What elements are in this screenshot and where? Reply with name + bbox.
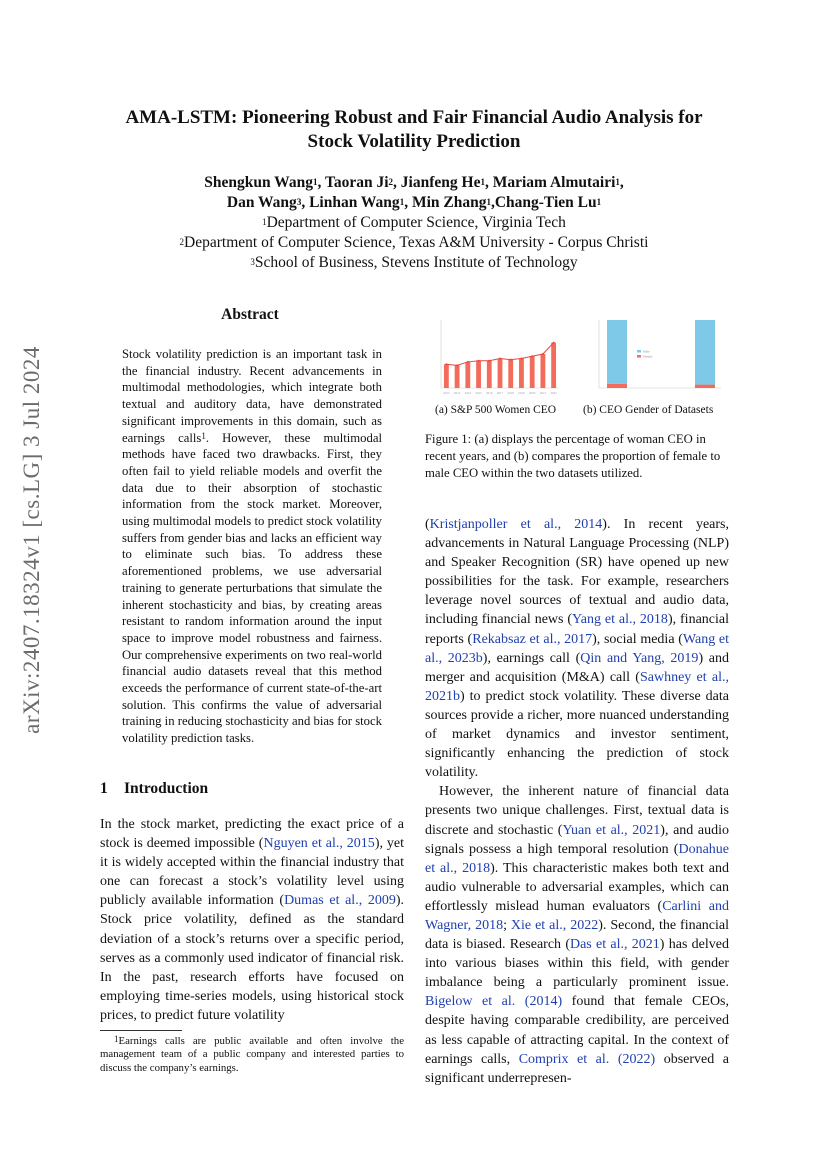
author-name: Taoran Ji (324, 174, 389, 191)
author-sup: 1 (615, 177, 620, 187)
paragraph-text: ), social media ( (592, 631, 683, 647)
affiliation-text: Department of Computer Science, Virginia Tech (266, 214, 566, 231)
author-name: Dan Wang (226, 194, 297, 211)
author-sup: 2 (388, 177, 394, 187)
affiliation-sup: 3 (250, 257, 255, 267)
citation-link[interactable]: Kristjanpoller et al., 2014 (429, 517, 603, 532)
paragraph-text: ), financial reports ( (425, 612, 729, 647)
citation-link[interactable]: Donahue et al., 2018 (425, 841, 729, 876)
title-line-2: Stock Volatility Prediction (307, 131, 521, 152)
data-point (553, 342, 555, 344)
citation-link[interactable]: Dumas et al., 2009 (284, 893, 396, 909)
data-point (520, 358, 522, 360)
arxiv-sidebar (10, 200, 54, 880)
footnote-text: Earnings calls are public available and often involve the management team of a public company and interested parties to discuss the company’s earnings. (100, 1035, 404, 1074)
citation-link[interactable]: Rekabsaz et al., 2017 (472, 631, 593, 647)
x-tick-label: 2014 (464, 391, 472, 395)
affiliation (100, 213, 728, 233)
paragraph-text: ). Second, the financial data is biased. Research ( (425, 917, 730, 953)
x-tick-label: 2012 (443, 391, 450, 395)
stacked-bar-segment (695, 320, 715, 385)
chart-ceo-gender (585, 312, 725, 404)
intro-paragraph (425, 515, 729, 782)
footnote (100, 1035, 404, 1075)
legend-swatch (637, 350, 641, 353)
paragraph-text: ) to predict stock volatility. These diverse data sources provide a richer, more nuanced understanding of market dynamics and investor sentiment, significantly enhancing the prediction of stock volatility. (425, 688, 729, 781)
author-sep: , (393, 174, 401, 191)
author-sup: 1 (480, 177, 485, 187)
author-name: Mariam Almutairi (492, 174, 616, 191)
subfigure-caption-a: (a) S&P 500 Women CEO (435, 404, 557, 416)
paper-title (100, 106, 728, 154)
arxiv-id: arXiv:2407.18324v1 [cs.LG] 3 Jul 2024 (19, 346, 44, 734)
paragraph-text: In the stock market, predicting the exact price of a stock is deemed impossible ( (100, 817, 404, 852)
author-name: Jianfeng He (400, 174, 481, 191)
citation-link[interactable]: Yang et al., 2018 (572, 612, 668, 628)
paragraph-text: ). This characteristic makes both text and audio vulnerable to adversarial examples, which can effortlessly mislead human evaluators ( (425, 860, 729, 914)
author-block (100, 173, 728, 273)
x-tick-label: 2015 (475, 391, 482, 395)
data-point (478, 360, 480, 362)
author-sep: , (317, 174, 325, 191)
footnote-rule (100, 1030, 182, 1031)
bar (476, 361, 481, 388)
stacked-bar-segment (607, 384, 627, 388)
data-point (531, 355, 533, 357)
figure-caption: Figure 1: (a) displays the percentage of woman CEO in recent years, and (b) compares the proportion of female to male CEO within the two datasets utilized. (425, 432, 721, 480)
paragraph-text: ). In recent years, advancements in Natural Language Processing (NLP) and Speaker Recognition (SR) have opened up new possibilities for the task. For example, researchers leverage novel sources of textual and audio data, including financial news ( (425, 517, 730, 628)
affiliation-text: School of Business, Stevens Institute of Technology (254, 254, 578, 271)
author-name: Min Zhang (411, 194, 487, 211)
paragraph-text: ), and audio signals possess a high temporal resolution ( (425, 822, 730, 857)
x-tick-label: 2017 (496, 391, 504, 395)
x-tick-label: 2016 (486, 391, 493, 395)
bar (465, 362, 470, 388)
legend-swatch (637, 355, 641, 358)
author-sep: , (404, 194, 412, 211)
affiliation (100, 253, 728, 273)
legend-label: Female (643, 354, 653, 359)
bar (498, 359, 503, 388)
author-sup: 3 (296, 197, 302, 207)
author-sep: , (619, 174, 624, 191)
section-heading (100, 780, 208, 798)
author-sup: 1 (312, 177, 318, 187)
data-point (510, 359, 512, 361)
affiliation (100, 233, 728, 253)
data-point (467, 361, 469, 363)
x-tick-label: 2018 (507, 391, 514, 395)
paragraph-text: ) has delved into various biases within this field, with gender imbalance being a particularly prominent issue. (425, 937, 729, 991)
x-tick-label: 2013 (453, 391, 461, 395)
intro-left-column (100, 815, 404, 1025)
author-name: Chang-Tien Lu (494, 194, 597, 211)
section-title: Introduction (124, 780, 209, 797)
abstract-text: . However, these multimodal methods have faced two drawbacks. First, they often fail to yield reliable models and overfit the data due to their absorption of stochastic information from the stock market. Moreover, using multimodal models to predict stock volatility suffers from gender bias and lacks an efficient way to eliminate such bias. To address these aforementioned problems, we use adversarial training to generate perturbations that simulate the inherent stochasticity and bias, by creating areas resistant to random information around the input space to improve model robustness and fairness. Our comprehensive experiments on two real-world financial audio datasets reveal that this method exceeds the performance of current state-of-the-art solution. This confirms the value of adversarial training in reducing stochasticity and bias for stock volatility prediction tasks. (122, 430, 383, 746)
intro-right-column (425, 515, 729, 1088)
author-sep: , (484, 174, 493, 191)
intro-paragraph (425, 782, 729, 1088)
bar (530, 356, 535, 388)
stacked-bar-segment (695, 385, 715, 388)
x-tick-label: 2019 (518, 391, 525, 395)
section-number: 1 (100, 780, 108, 797)
title-line-1: AMA-LSTM: Pioneering Robust and Fair Financial Audio Analysis for (125, 107, 703, 128)
abstract-heading: Abstract (221, 306, 279, 323)
paragraph-text: ), earnings call ( (482, 650, 581, 666)
bar (519, 359, 524, 388)
paragraph-text: ). Stock price volatility, defined as the standard deviation of a stock’s returns over a specific period, serves as a commonly used indicator of financial risk. In the past, research efforts have focused on employing time-series models, using historical stock prices, to predict future volatility (100, 893, 404, 1023)
affiliation-sup: 2 (179, 237, 185, 247)
author-name: Linhan Wang (309, 194, 400, 211)
footnote-mark: 1 (114, 1034, 119, 1044)
author-sup: 1 (486, 197, 491, 207)
bar (540, 354, 545, 388)
paragraph-text: ( (425, 517, 430, 532)
bar (551, 343, 556, 388)
author-sup: 1 (596, 197, 602, 207)
citation-link[interactable]: Bigelow et al. (2014) (425, 994, 563, 1010)
citation-link[interactable]: Carlini and Wagner, 2018 (425, 898, 729, 933)
x-tick-label: 2020 (528, 391, 536, 395)
author-line-1 (100, 173, 728, 193)
paragraph-text: ) and merger and acquisition (M&A) call ( (425, 650, 729, 685)
chart-women-ceo (425, 312, 565, 404)
abstract-text: Stock volatility prediction is an important task in the financial industry. Recent advancements in multimodal methodologies, which integrate both textual and auditory data, have demonstrated significant improvements in this domain, such as earnings calls (122, 347, 382, 445)
citation-link[interactable]: Comprix et al. (2022) (518, 1051, 656, 1067)
author-sep: , (301, 194, 310, 211)
data-point (499, 358, 501, 360)
bar (508, 360, 513, 388)
citation-link[interactable]: Nguyen et al., 2015 (263, 836, 375, 852)
x-tick-label: 2021 (539, 391, 547, 395)
affiliation-text: Department of Computer Science, Texas A&M University - Corpus Christi (184, 234, 649, 251)
bar (487, 361, 492, 388)
data-point (488, 360, 490, 362)
intro-paragraph (100, 815, 404, 1025)
subfigure-caption-b: (b) CEO Gender of Datasets (583, 404, 714, 416)
paragraph-text: However, the inherent nature of financial data presents two unique challenges. First, textual data is discrete and stochastic ( (425, 784, 729, 838)
paragraph-text: ; (503, 917, 511, 933)
paragraph-text: found that female CEOs, despite having comparable credibility, are perceived as less capable of attracting capital. In the context of earnings calls, (425, 994, 729, 1067)
citation-link[interactable]: Sawhney et al., 2021b (425, 669, 729, 704)
data-point (542, 353, 544, 355)
author-name: Shengkun Wang (204, 174, 313, 191)
citation-link[interactable]: Das et al., 2021 (569, 937, 660, 953)
footnote-mark: 1 (201, 430, 206, 441)
citation-link[interactable]: Wang et al., 2023b (425, 631, 729, 666)
abstract-body (122, 346, 382, 747)
author-sup: 1 (399, 197, 405, 207)
legend-label: Male (643, 349, 650, 354)
citation-link[interactable]: Yuan et al., 2021 (562, 822, 661, 838)
bar (444, 364, 449, 388)
affiliation-sup: 1 (262, 217, 267, 227)
stacked-bar-segment (607, 320, 627, 384)
paragraph-text: ), yet it is widely accepted within the financial industry that one can forecast a stock’s volatility level using publicly available information ( (100, 836, 405, 909)
x-tick-label: 2022 (550, 391, 557, 395)
author-line-2 (100, 193, 728, 213)
data-point (445, 363, 447, 365)
figure-1 (425, 312, 729, 404)
author-sep: , (490, 194, 495, 211)
citation-link[interactable]: Qin and Yang, 2019 (580, 650, 699, 666)
bar (455, 365, 460, 388)
citation-link[interactable]: Xie et al., 2022 (510, 917, 599, 933)
data-point (456, 364, 458, 366)
paragraph-text: observed a significant underrepresen- (425, 1051, 729, 1086)
